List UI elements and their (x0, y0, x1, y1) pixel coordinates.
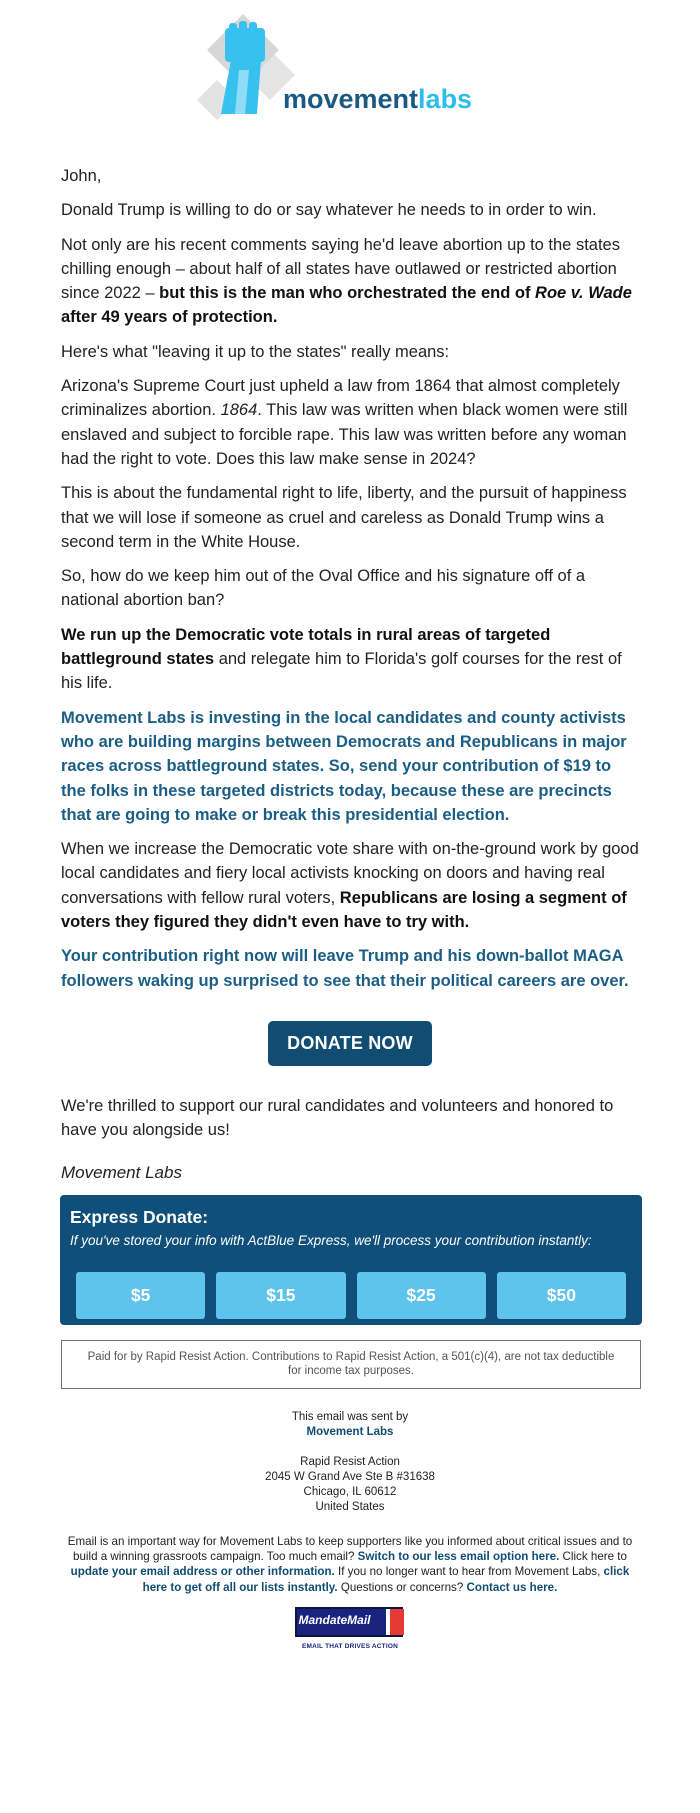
paragraph-5: This is about the fundamental right to life, liberty, and the pursuit of happiness that we will lose if someone as cruel and careless as Donald Trump wins a second term in the White House. (61, 484, 627, 551)
amount-button-15[interactable]: $15 (216, 1272, 345, 1319)
paragraph-10-highlight: Your contribution right now will leave Trump and his down-ballot MAGA followers waking up surprised to see that their political careers are over. (61, 947, 629, 990)
paragraph-1: Donald Trump is willing to do or say whatever he needs to in order to win. (61, 201, 597, 220)
fist-icon (197, 14, 295, 120)
email-body (61, 164, 639, 1653)
express-donate-title: Express Donate: (70, 1206, 209, 1227)
paid-for-disclaimer: Paid for by Rapid Resist Action. Contributions to Rapid Resist Action, a 501(c)(4), are not tax deductible for income tax purposes. (61, 1340, 641, 1389)
paragraph-3: Here's what "leaving it up to the states" really means: (61, 342, 450, 361)
less-email-link[interactable]: Switch to our less email option here. (357, 1549, 560, 1563)
unsubscribe-link[interactable]: click here to get off all our lists instantly. (142, 1565, 630, 1594)
paragraph-9: When we increase the Democratic vote share with on-the-ground work by good local candidates and fiery local activists knocking on doors and having real conversations with fellow rural voters, Republicans are losing a segment of voters they figured they didn't even have to try with. (61, 840, 639, 932)
legal-text: Email is an important way for Movement Labs to keep supporters like you informed about critical issues and to build a winning grassroots campaign. Too much email? Switch to our less email option here. Click here to update your email address or other information. If you no longer want to hear from Movement Labs, click here to get off all our lists instantly. Questions or concerns? Contact us here. (67, 1534, 633, 1594)
sender-link[interactable]: Movement Labs (306, 1425, 394, 1438)
express-amounts (70, 1272, 632, 1319)
donate-section (61, 1021, 639, 1066)
signature: Movement Labs (61, 1162, 182, 1182)
paragraph-11: We're thrilled to support our rural candidates and volunteers and honored to have you alongside us! (61, 1096, 614, 1140)
paragraph-4: Arizona's Supreme Court just upheld a law from 1864 that almost completely criminalizes abortion. 1864. This law was written when black women were still enslaved and subject to forcible rape. This law was written before any woman had the right to vote. Does this law make sense in 2024? (61, 377, 628, 468)
mandatemail-name: MandateMail (298, 1613, 371, 1628)
amount-button-5[interactable]: $5 (76, 1272, 205, 1319)
donate-now-button[interactable]: DONATE NOW (268, 1021, 432, 1066)
movementlabs-logo[interactable] (195, 10, 505, 135)
express-donate-subtitle: If you've stored your info with ActBlue Express, we'll process your contribution instantly: (70, 1232, 592, 1248)
paragraph-6: So, how do we keep him out of the Oval Office and his signature off of a national abortion ban? (61, 567, 586, 610)
contact-us-link[interactable]: Contact us here. (466, 1580, 558, 1594)
amount-button-25[interactable]: $25 (357, 1272, 486, 1319)
flag-icon (386, 1609, 404, 1635)
sent-by-label: This email was sent by (291, 1410, 409, 1423)
amount-button-50[interactable]: $50 (497, 1272, 626, 1319)
express-donate-panel (60, 1195, 642, 1325)
update-info-link[interactable]: update your email address or other information. (70, 1565, 335, 1579)
country: United States (315, 1500, 385, 1513)
mailing-address (61, 1455, 639, 1515)
brand-wordmark: movementlabs (283, 84, 473, 114)
city-state-zip: Chicago, IL 60612 (303, 1485, 397, 1498)
mandatemail-tagline: EMAIL THAT DRIVES ACTION (301, 1643, 399, 1651)
street-address: 2045 W Grand Ave Ste B #31638 (265, 1470, 435, 1483)
greeting: John, (61, 167, 102, 185)
mandatemail-logo[interactable] (295, 1607, 406, 1651)
paragraph-2: Not only are his recent comments saying he'd leave abortion up to the states chilling enough – about half of all states have outlawed or restricted abortion since 2022 – but this is the man who orchestrated the end of Roe v. Wade after 49 years of protection. (61, 235, 632, 327)
paragraph-8-highlight: Movement Labs is investing in the local candidates and county activists who are building margins between Democrats and Republicans in major races across battleground states. So, send your contribution of $19 to the folks in these targeted districts today, because these are precincts that are going to make or break this presidential election. (61, 708, 627, 824)
paragraph-7: We run up the Democratic vote totals in rural areas of targeted battleground states and relegate him to Florida's golf courses for the rest of his life. (61, 625, 622, 693)
email-footer (61, 1410, 639, 1654)
org-name: Rapid Resist Action (300, 1455, 400, 1468)
